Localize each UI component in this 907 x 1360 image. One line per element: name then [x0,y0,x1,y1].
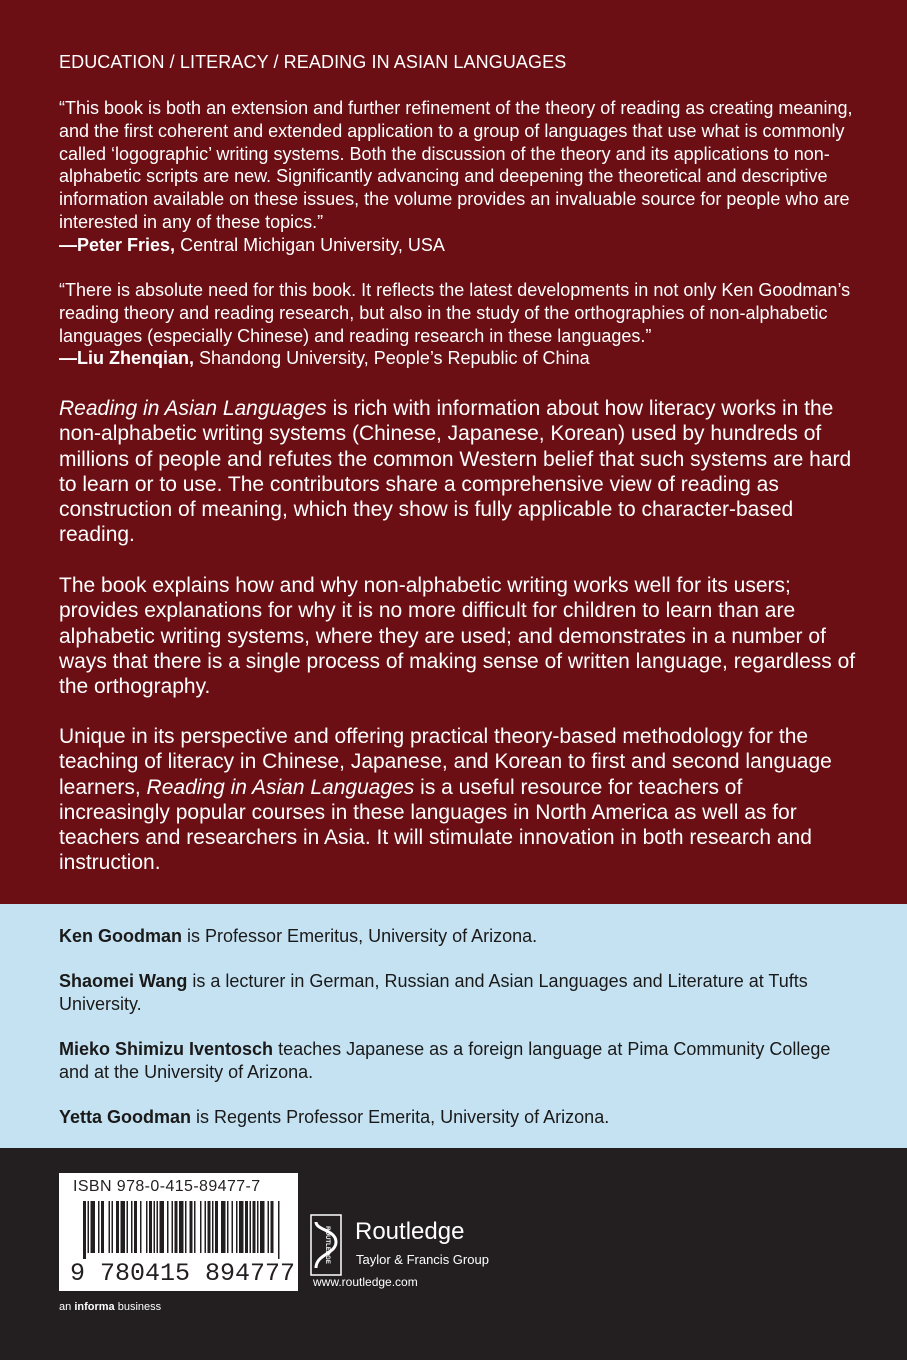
barcode-bar [278,1201,280,1259]
subject-category: EDUCATION / LITERACY / READING IN ASIAN LANGUAGES [59,52,567,72]
description-text: Unique in its perspective and offering practical theory-based methodology for the teaching of literacy in Chinese, Japanese, and Korean to first and second language learners, [59,725,832,799]
barcode-bar [232,1201,234,1253]
publisher-name: Routledge [355,1218,465,1245]
endorsement-text: “There is absolute need for this book. It reflects the latest developments in not only Ken Goodman’s reading theory and reading research, but also in the study of the orthographies of non-alphabetic languages (especially Chinese) and reading research in these languages.” [59,280,851,346]
book-title: Reading in Asian Languages [59,397,327,420]
publisher-panel [0,1148,907,1360]
endorsement-quote [59,279,859,370]
barcode-bar [160,1201,165,1253]
barcode-bar [260,1201,265,1253]
barcode-bar [268,1201,270,1253]
barcode-bar [236,1201,238,1253]
barcode-bar [140,1201,142,1253]
author-bio [59,1038,849,1083]
barcode-bar [194,1201,196,1253]
barcode-bar [239,1201,244,1253]
publisher-url[interactable]: www.routledge.com [313,1275,418,1289]
barcode-bar [157,1201,159,1253]
author-bio-text: teaches Japanese as a foreign language at Pima Community College and at the University of Arizona. [59,1039,831,1082]
endorser-affiliation: Central Michigan University, USA [180,234,445,255]
author-bio-text: is Regents Professor Emerita, University of Arizona. [196,1107,610,1127]
barcode-bar [212,1201,214,1253]
logo-text: ROUTLEDGE [324,1226,330,1264]
barcode-bar [205,1201,207,1253]
barcode-bar [175,1201,178,1253]
barcode-bar [134,1201,137,1253]
author-bio [59,1106,849,1129]
barcode-bar [271,1201,274,1253]
barcode-bar [253,1201,256,1253]
endorser-affiliation: Shandong University, People’s Republic of China [199,348,590,369]
barcode-bar [190,1201,193,1253]
description-paragraph [59,573,859,699]
barcode-bar [109,1201,111,1253]
barcode-bar [179,1201,184,1253]
barcode-bar [131,1201,133,1253]
barcode-bar [83,1201,86,1259]
barcode-bar [221,1201,226,1253]
book-title: Reading in Asian Languages [146,775,415,799]
endorsement-text: “This book is both an extension and further refinement of the theory of reading as creating meaning, and the first coherent and extended application to a group of languages that use what is commonly called ‘logographic’ writing systems. Both the discussion of the theory and its applications to non-alphabetic scripts are new. Significantly advancing and deepening the theoretical and descriptive information available on these issues, the volume provides an invaluable source for people who are interested in any of these topics.” [59,98,853,232]
barcode-bar [101,1201,104,1253]
barcode-bar [215,1201,218,1253]
barcode-bar [227,1201,229,1253]
description-paragraph [59,396,859,548]
barcode-bar [112,1201,114,1253]
barcode-bar [154,1201,156,1253]
author-name: Mieko Shimizu Iventosch [59,1039,274,1059]
endorsement-attribution [59,347,859,370]
author-name: Yetta Goodman [59,1107,192,1127]
author-name: Shaomei Wang [59,971,188,991]
routledge-logo-icon [310,1214,342,1276]
barcode-bars [83,1201,283,1259]
informa-business-tagline: an informa business [59,1301,162,1313]
endorser-name: —Liu Zhenqian, [59,348,194,369]
isbn-label: ISBN 978-0-415-89477-7 [73,1178,261,1195]
barcode-bar [185,1201,187,1253]
publisher-group: Taylor & Francis Group [356,1252,489,1267]
endorsement-attribution [59,234,859,257]
author-bio [59,970,849,1015]
barcode-bar [116,1201,119,1253]
description-text: is a useful resource for teachers of increasingly popular courses in these languages in North America as well as for teachers and researchers in Asia. It will stimulate innovation in both research and instruction. [59,775,812,875]
barcode-bar [257,1201,259,1253]
barcode-bar [200,1201,202,1253]
author-bio-text: is Professor Emeritus, University of Arizona. [187,926,538,946]
endorsement-quote [59,97,859,257]
barcode-bar [172,1201,174,1253]
ean-number: 9 780415 894777 [70,1259,296,1288]
description-text: is rich with information about how literacy works in the non-alphabetic writing systems (Chinese, Japanese, Korean) used by hundreds of millions of people and refutes the common Western belief that such systems are hard to learn or to use. The contributors share a comprehensive view of reading as construction of meaning, which they show is fully applicable to character-based reading. [59,397,852,547]
endorser-name: —Peter Fries, [59,234,176,255]
barcode-bar [250,1201,252,1253]
barcode-bar [208,1201,211,1253]
author-bio-text: is a lecturer in German, Russian and Asian Languages and Literature at Tufts University. [59,971,808,1014]
barcode-bar [167,1201,169,1253]
barcode-bar [88,1201,90,1253]
barcode-bar [146,1201,148,1253]
description-text: The book explains how and why non-alphabetic writing works well for its users; provides explanations for why it is no more difficult for children to learn than are alphabetic writing systems, where they are used; and demonstrates in a number of ways that there is a single process of making sense of written language, regardless of the orthography. [59,574,856,699]
barcode [59,1173,298,1291]
author-bio [59,925,849,948]
barcode-bar [127,1201,129,1253]
barcode-bar [98,1201,100,1253]
description-paragraph [59,724,859,876]
author-name: Ken Goodman [59,926,183,946]
barcode-bar [91,1201,96,1253]
barcode-bar [149,1201,152,1253]
barcode-bar [245,1201,248,1253]
barcode-bar [121,1201,126,1253]
author-bios-panel [0,904,907,1148]
informa-logo: informa [74,1301,115,1313]
